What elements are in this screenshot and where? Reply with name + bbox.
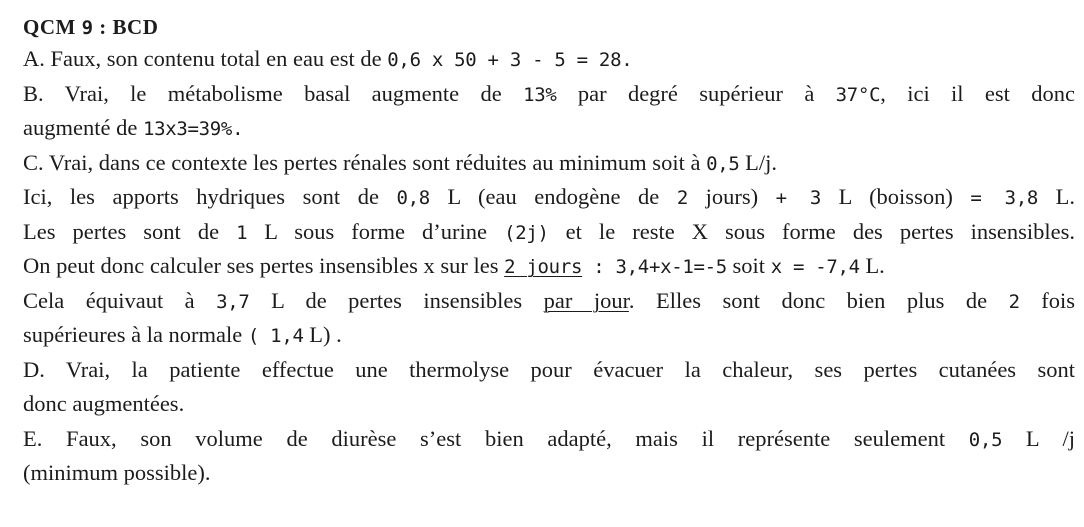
item-b-line-1 [23, 77, 1075, 112]
item-a-line-1 [23, 42, 1075, 77]
item-c-two-days: 2 jours [504, 256, 583, 278]
item-c-text-17: fois [1019, 287, 1076, 313]
item-c-text-8: Les pertes sont de [23, 218, 237, 244]
item-c-line-3 [23, 215, 1075, 250]
item-c-line-6 [23, 318, 1075, 353]
item-e-line-2 [23, 456, 1075, 491]
question-number: 9 [81, 17, 94, 39]
item-e-text-3: (minimum possible). [23, 460, 211, 485]
item-c-text-3: Ici, les apports hydriques sont de [23, 184, 397, 209]
item-e-text-1: E. Faux, son volume de diurèse s’est bien adapté, mais il représente seulement [23, 425, 969, 451]
item-c-factor: 2 [1008, 290, 1020, 313]
item-c-text-9: L sous forme d’urine [247, 218, 505, 244]
item-c-normal-value: ( 1,4 [247, 325, 304, 347]
item-c-days: 2 [676, 187, 688, 209]
item-c-text-15: L de pertes insensibles [249, 287, 544, 313]
item-e-line-1 [23, 422, 1075, 457]
item-c-line-2 [23, 180, 1075, 215]
item-c-text-2: L/j. [739, 149, 777, 175]
item-d-line-1 [23, 353, 1075, 388]
item-c-text-10: et le reste X sous forme des pertes insensibles. [548, 218, 1075, 244]
title-label: QCM [23, 15, 76, 39]
item-c-line-1 [23, 146, 1075, 181]
item-c-drink: + 3 [775, 187, 822, 209]
item-c-text-12: soit [726, 253, 771, 278]
question-title [23, 12, 1075, 42]
item-c-text-13: L. [859, 253, 885, 278]
item-b-text-4: augmenté de [23, 115, 143, 140]
item-c-urine-period: (2j) [504, 221, 549, 244]
item-c-text-1: C. Vrai, dans ce contexte les pertes rénales sont réduites au minimum soit à [23, 149, 707, 175]
item-c-text-4: L (eau endogène de [429, 184, 677, 209]
item-c-result: x = -7,4 [770, 256, 860, 278]
item-c-text-11: On peut donc calculer ses pertes insensibles x sur les [23, 253, 505, 278]
correction-document [23, 12, 1075, 491]
item-c-equation: : 3,4+x-1=-5 [582, 256, 727, 278]
item-e-diuresis-value: 0,5 [968, 428, 1003, 451]
item-d-line-2 [23, 387, 1075, 422]
item-c-text-7: L. [1038, 184, 1075, 209]
item-e-text-2: L /j [1002, 425, 1075, 451]
item-b-calculation: 13x3=39%. [142, 118, 244, 140]
correct-answers: : BCD [99, 15, 159, 39]
item-b-line-2 [23, 111, 1075, 146]
item-d-text-2: donc augmentées. [23, 391, 185, 416]
item-c-total-intake: = 3,8 [970, 187, 1039, 209]
item-c-text-6: L (boisson) [821, 184, 971, 209]
item-c-min-value: 0,5 [706, 152, 740, 175]
item-a-text: A. Faux, son contenu total en eau est de [23, 46, 388, 71]
item-b-text-1: B. Vrai, le métabolisme basal augmente de [23, 80, 524, 106]
item-c-daily-loss: 3,7 [216, 290, 250, 313]
item-c-endogenous-water: 0,8 [396, 187, 430, 209]
item-c-text-14: Cela équivaut à [23, 287, 217, 313]
item-b-temperature: 37°C [835, 83, 881, 106]
item-c-line-4 [23, 249, 1075, 284]
item-c-line-5 [23, 284, 1075, 319]
item-c-urine-volume: 1 [236, 221, 248, 244]
item-c-text-18: supérieures à la normale [23, 322, 248, 347]
item-b-text-2: par degré supérieur à [556, 80, 836, 106]
item-b-percent: 13% [523, 83, 557, 106]
item-c-text-16: . Elles sont donc bien plus de [628, 287, 1009, 313]
item-a-formula: 0,6 x 50 + 3 - 5 = 28. [387, 49, 633, 71]
item-c-text-5: jours) [688, 184, 776, 209]
item-c-text-19: L) . [303, 322, 342, 347]
item-b-text-3: , ici il est donc [880, 80, 1075, 106]
item-c-per-day: par jour [543, 287, 629, 313]
item-d-text-1: D. Vrai, la patiente effectue une thermolyse pour évacuer la chaleur, ses pertes cutanées sont [23, 356, 1075, 382]
